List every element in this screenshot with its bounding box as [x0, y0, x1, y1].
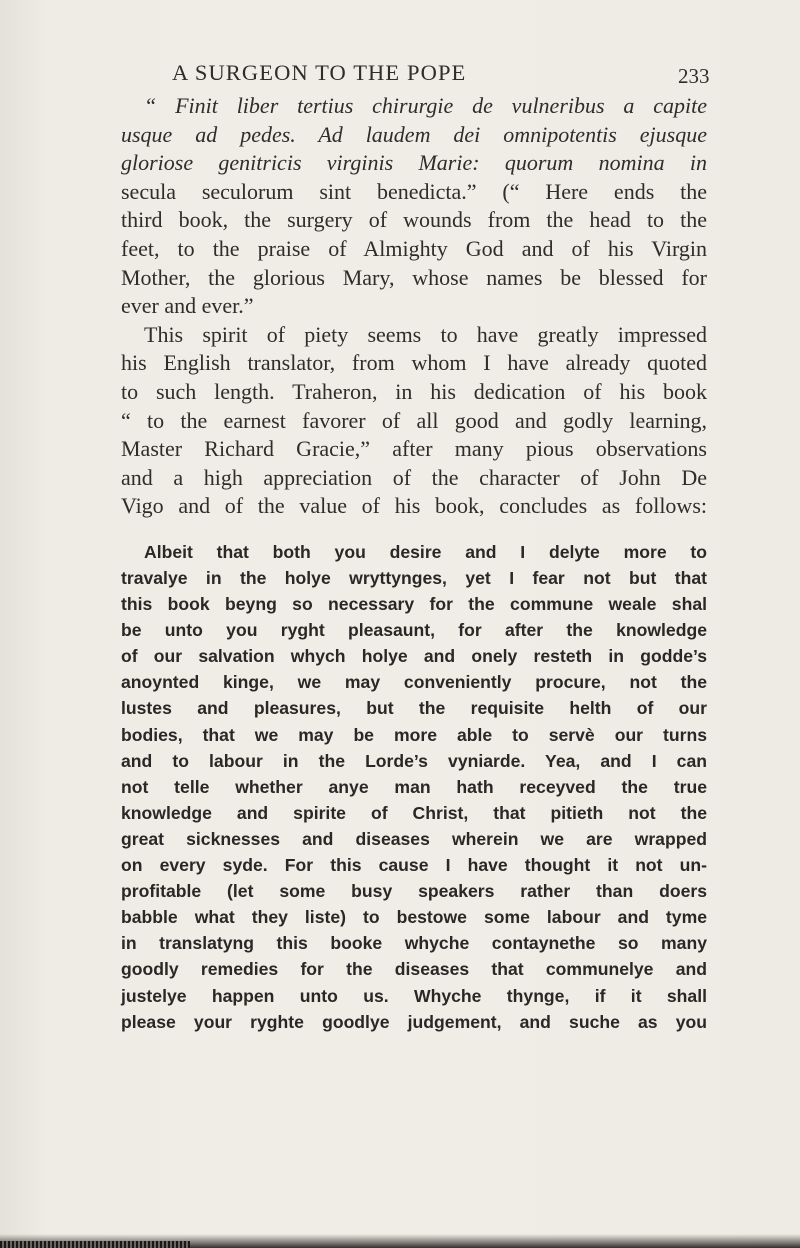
quote-line: lustes and pleasures, but the requisite helth of our	[121, 698, 707, 719]
text-line: third book, the surgery of wounds from the head to the	[121, 207, 707, 233]
text-line: secula seculorum sint benedicta.” (“ Here ends the	[121, 178, 707, 204]
quote-line: profitable (let some busy speakers rather than doers	[121, 881, 707, 902]
quote-line: travalye in the holye wryttynges, yet I fear not but that	[121, 568, 707, 588]
quote-line: not telle whether anye man hath receyved the true	[121, 776, 707, 797]
quote-line: please your ryghte goodlye judgement, and suche as you	[121, 1011, 707, 1032]
quote-line: goodly remedies for the diseases that communelye and	[121, 959, 707, 980]
quote-line: babble what they liste) to bestowe some labour and tyme	[121, 907, 707, 928]
quote-line: be unto you ryght pleasaunt, for after the knowledge	[121, 620, 707, 641]
quote-line: anoynted kinge, we may conveniently procure, not the	[121, 672, 707, 693]
paragraph-translator	[121, 321, 707, 521]
text-line: his English translator, from whom I have already quoted	[121, 350, 707, 376]
text-line: ever and ever.”	[121, 293, 254, 319]
text-line: to such length. Traheron, in his dedication of his book	[121, 378, 707, 404]
text-line: “ Finit liber tertius chirurgie de vulneribus a capite	[144, 93, 707, 118]
text-line: Vigo and of the value of his book, concludes as follows:	[121, 493, 707, 519]
body-text	[121, 92, 707, 1035]
quote-line: and to labour in the Lorde’s vyniarde. Yea, and I can	[121, 750, 707, 771]
block-quotation	[121, 539, 707, 1035]
quote-line: knowledge and spirite of Christ, that pitieth not the	[121, 802, 707, 823]
text-line: Mother, the glorious Mary, whose names be blessed for	[121, 264, 707, 290]
quote-line: justelye happen unto us. Whyche thynge, if it shall	[121, 985, 707, 1006]
quote-line: in translatyng this booke whyche contaynethe so many	[121, 933, 707, 954]
text-line: feet, to the praise of Almighty God and of his Virgin	[121, 235, 707, 261]
paragraph-colophon	[121, 92, 707, 321]
text-line: Master Richard Gracie,” after many pious observations	[121, 436, 707, 462]
quote-line: bodies, that we may be more able to servè our turns	[121, 724, 707, 745]
scan-edge-stripe	[0, 1241, 190, 1248]
text-line: “ to the earnest favorer of all good and godly learning,	[121, 407, 707, 433]
text-line: This spirit of piety seems to have greatly impressed	[144, 321, 707, 347]
quote-line: Albeit that both you desire and I delyte more to	[144, 541, 707, 562]
text-line: and a high appreciation of the character of John De	[121, 464, 707, 490]
text-line: usque ad pedes. Ad laudem dei omnipotentis ejusque	[121, 121, 707, 147]
text-line: gloriose genitricis virginis Marie: quorum nomina in	[121, 150, 707, 176]
quote-line: of our salvation whych holye and onely resteth in godde’s	[121, 646, 707, 667]
quote-line: this book beyng so necessary for the commune weale shal	[121, 594, 707, 615]
quote-line: great sicknesses and diseases wherein we are wrapped	[121, 828, 707, 849]
running-head: A SURGEON TO THE POPE	[172, 60, 467, 85]
quote-line: on every syde. For this cause I have thought it not un-	[121, 855, 707, 876]
page-number: 233	[678, 64, 710, 88]
